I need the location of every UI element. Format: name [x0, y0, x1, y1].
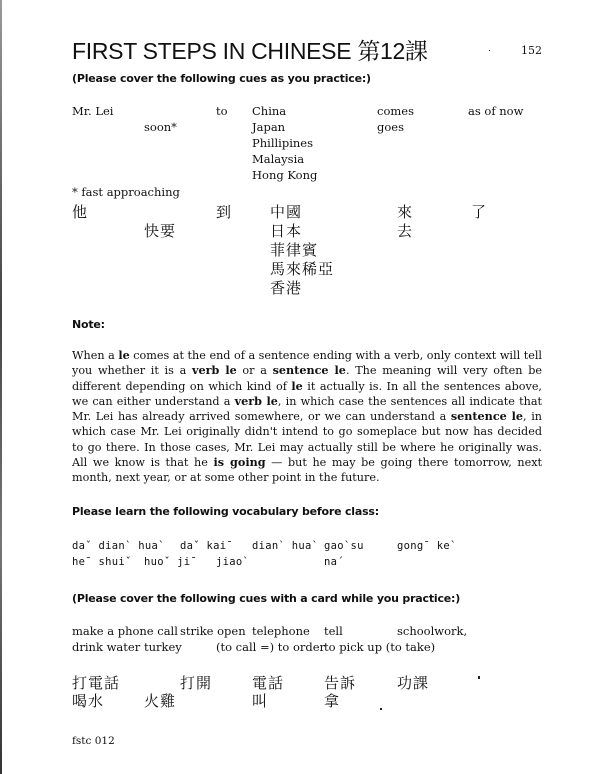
cn-place-malaysia: 馬來稀亞	[270, 260, 335, 278]
gloss-turkey: turkey	[144, 640, 182, 654]
page-number: 152	[521, 44, 542, 57]
note-text-1: When a	[72, 349, 119, 362]
note-heading: Note:	[72, 318, 105, 331]
note-text-3: or a	[236, 364, 273, 378]
gloss-schoolwork: schoolwork,	[397, 624, 468, 638]
term-le: le	[118, 348, 130, 362]
cn-na: 拿	[324, 692, 341, 710]
scan-speck	[489, 50, 490, 51]
cn-da-dian-hua: 打電話	[72, 674, 121, 692]
cn-dao: 到	[216, 203, 233, 221]
place-philippines: Phillipines	[252, 136, 314, 150]
vocab-heading: Please learn the following vocabulary before class:	[72, 505, 379, 518]
footer-code: fstc 012	[72, 735, 115, 747]
gloss-to-call-to-order: (to call =) to order	[216, 640, 326, 654]
word-soon: soon*	[144, 120, 177, 134]
cn-huo-ji: 火雞	[144, 692, 177, 710]
word-goes: goes	[377, 120, 404, 134]
page-edge	[0, 0, 2, 774]
word-comes: comes	[377, 104, 414, 118]
cn-da-kai: 打開	[180, 674, 213, 692]
term-le: le	[291, 378, 303, 393]
note-text-7: , in which case Mr. Lei originally didn't intend to go someplace but now has decided to go there. In those cases, Mr. Lei may actually still be where he originally was. All we know is that he	[72, 410, 542, 470]
place-japan: Japan	[252, 120, 286, 134]
cn-place-japan: 日本	[270, 222, 303, 240]
cn-jiao: 叫	[252, 692, 269, 710]
note-text-8: — but he may be going there tomorrow, next month, next year, or at some other point in the future.	[72, 456, 543, 485]
cn-kuaiyao: 快要	[144, 222, 177, 240]
note-text-4: . The meaning will very often be different depending on which kind of	[72, 364, 542, 393]
gloss-telephone: telephone	[252, 624, 310, 638]
pinyin-da-dian-hua: daˇ dian` hua`	[72, 540, 165, 552]
cn-gao-su: 告訴	[324, 674, 357, 692]
cue-instruction-1: (Please cover the following cues as you practice:)	[72, 72, 371, 85]
cn-ta: 他	[72, 203, 89, 221]
cue-instruction-2: (Please cover the following cues with a card while you practice:)	[72, 592, 461, 605]
note-text-5: it actually is. In all the sentences above, we can either understand a	[72, 379, 542, 408]
page-title: FIRST STEPS IN CHINESE 第12課	[72, 38, 428, 64]
place-malaysia: Malaysia	[252, 152, 305, 166]
note-text-6: , in which case the sentences all indicate that Mr. Lei has already arrived somewhere, or we can understand a	[72, 394, 542, 424]
gloss-make-a-phone-call: make a phone call	[72, 624, 178, 638]
scan-speck	[380, 708, 382, 710]
pinyin-huo-ji: huoˇ ji¯	[144, 556, 197, 568]
cn-he-shui: 喝水	[72, 692, 105, 710]
gloss-strike-open: strike open	[180, 624, 246, 638]
scan-speck	[478, 676, 480, 679]
pinyin-na: na´	[324, 556, 344, 568]
pinyin-da-kai: daˇ kai¯	[180, 540, 233, 552]
word-to: to	[216, 104, 228, 118]
cn-place-philippines: 菲律賓	[270, 241, 319, 259]
place-hong-kong: Hong Kong	[252, 168, 318, 182]
term-verb-le: verb le	[234, 393, 278, 408]
cn-place-china: 中國	[270, 203, 303, 221]
term-verb-le: verb le	[191, 363, 237, 378]
cn-qu: 去	[397, 222, 414, 240]
term-sentence-le: sentence le	[272, 363, 346, 378]
note-text-2: comes at the end of a sentence ending with a verb, only context will tell you whether it is a	[72, 349, 543, 378]
pinyin-he-shui: he¯ shuiˇ	[72, 556, 132, 568]
gloss-drink-water: drink water	[72, 640, 141, 654]
footnote: * fast approaching	[72, 185, 180, 199]
term-is-going: is going	[213, 455, 266, 470]
pinyin-dian-hua: dian` hua`	[252, 540, 319, 552]
place-china: China	[252, 104, 287, 118]
gloss-to-pick-up: to pick up (to take)	[324, 640, 436, 654]
term-sentence-le: sentence le	[450, 409, 524, 424]
cn-lai: 來	[397, 203, 414, 221]
pinyin-jiao: jiao`	[216, 556, 250, 568]
word-as-of-now: as of now	[468, 104, 524, 118]
pinyin-gong-ke: gong¯ ke`	[397, 540, 457, 552]
gloss-tell: tell	[324, 624, 343, 638]
note-paragraph	[72, 348, 542, 486]
cn-dian-hua: 電話	[252, 674, 285, 692]
cn-gong-ke: 功課	[397, 674, 430, 692]
pinyin-gao-su: gao`su	[324, 540, 364, 552]
cn-place-hong-kong: 香港	[270, 279, 303, 297]
cn-le: 了	[471, 203, 488, 221]
subject-mr-lei: Mr. Lei	[72, 104, 114, 118]
